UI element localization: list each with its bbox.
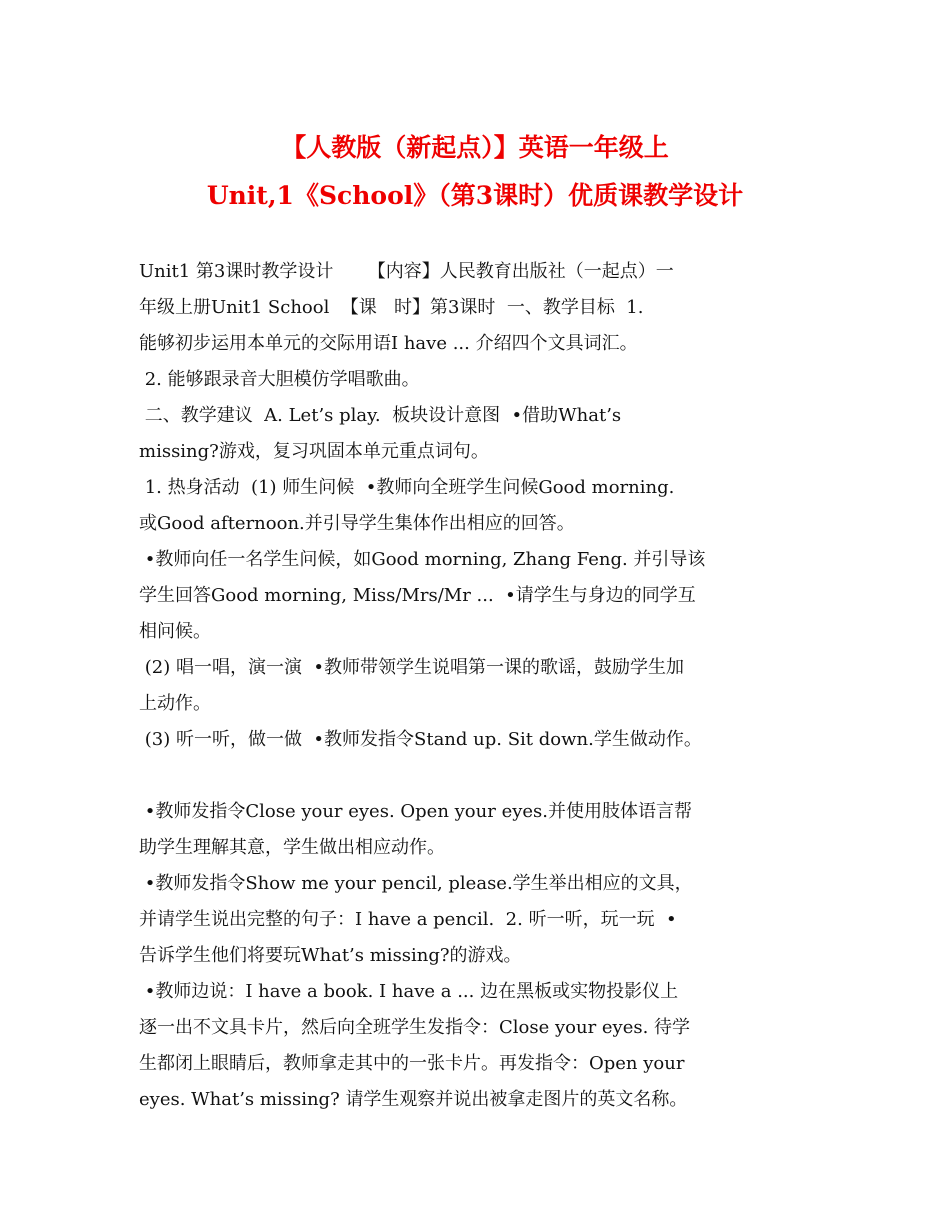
body-line: 助学生理解其意，学生做出相应动作。 xyxy=(139,837,445,858)
body-line: 年级上册Unit1 School 【课 时】第3课时 一、教学目标 1. xyxy=(139,297,644,318)
body-line: •教师发指令Show me your pencil, please.学生举出相应的文具， xyxy=(139,873,693,894)
body-line: eyes. What’s missing? 请学生观察并说出被拿走图片的英文名称。 xyxy=(139,1089,688,1110)
body-line: 相问候。 xyxy=(139,621,211,642)
blank-line xyxy=(139,758,839,794)
body-line: 告诉学生他们将要玩What’s missing?的游戏。 xyxy=(139,945,522,966)
body-line: 逐一出不文具卡片，然后向全班学生发指令：Close your eyes. 待学 xyxy=(139,1017,691,1038)
body-line: 能够初步运用本单元的交际用语I have ... 介绍四个文具词汇。 xyxy=(139,333,638,354)
body-line: (2) 唱一唱，演一演 •教师带领学生说唱第一课的歌谣，鼓励学生加 xyxy=(139,657,684,678)
body-line: (3) 听一听，做一做 •教师发指令Stand up. Sit down.学生做动作。 xyxy=(139,729,702,750)
body-line: •教师边说：I have a book. I have a ... 边在黑板或实物投影仪上 xyxy=(139,981,679,1002)
body-line: 1. 热身活动 (1) 师生问候 •教师向全班学生问候Good morning. xyxy=(139,477,675,498)
body-line: missing?游戏，复习巩固本单元重点词句。 xyxy=(139,441,489,462)
document-title: 【人教版（新起点）】英语一年级上 xyxy=(281,133,669,162)
body-line: 二、教学建议 A. Let’s play. 板块设计意图 •借助What’s xyxy=(139,405,622,426)
document-subtitle: Unit,1《School》（第3课时）优质课教学设计 xyxy=(206,181,744,210)
body-line: •教师发指令Close your eyes. Open your eyes.并使用肢体语言帮 xyxy=(139,801,692,822)
body-line: 或Good afternoon.并引导学生集体作出相应的回答。 xyxy=(139,513,575,534)
document-body xyxy=(139,254,839,1118)
body-line: 2. 能够跟录音大胆模仿学唱歌曲。 xyxy=(139,369,420,390)
body-line: 学生回答Good morning, Miss/Mrs/Mr ... •请学生与身边的同学互 xyxy=(139,585,696,606)
body-line: 生都闭上眼睛后，教师拿走其中的一张卡片。再发指令：Open your xyxy=(139,1053,685,1074)
body-line: Unit1 第3课时教学设计 【内容】人民教育出版社（一起点）一 xyxy=(139,261,674,282)
body-line: 上动作。 xyxy=(139,693,211,714)
body-line: 并请学生说出完整的句子：I have a pencil. 2. 听一听，玩一玩 • xyxy=(139,909,677,930)
body-line: •教师向任一名学生问候，如Good morning, Zhang Feng. 并引导该 xyxy=(139,549,706,570)
